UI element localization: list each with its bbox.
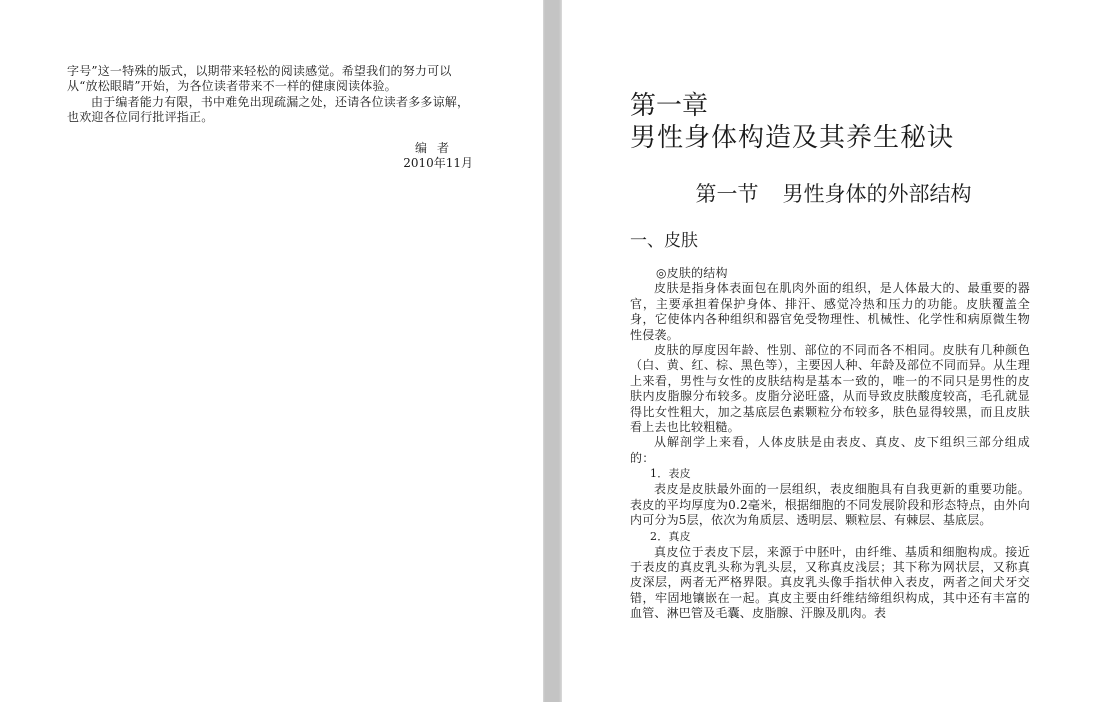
body-paragraph: 皮肤的厚度因年龄、性别、部位的不同而各不相同。皮肤有几种颜色（白、黄、红、棕、黑色等），主要因人种、年龄及部位不同而异。从生理上来看，男性与女性的皮肤结构是基本一致的，唯一的不同只是男性的皮肤内皮脂腺分布较多。皮脂分泌旺盛，从而导致皮肤酸度较高，毛孔就显得比女性粗大，加之基底层色素颗粒分布较多，肤色显得较黑，而且皮肤看上去也比较粗糙。 (630, 343, 1030, 435)
body-paragraph: 真皮位于表皮下层，来源于中胚叶，由纤维、基质和细胞构成。接近于表皮的真皮乳头称为乳头层，又称真皮浅层；其下称为网状层，又称真皮深层，两者无严格界限。真皮乳头像手指状伸入表皮，两者之间犬牙交错，牢固地镶嵌在一起。真皮主要由纤维结缔组织构成，其中还有丰富的血管、淋巴管及毛囊、皮脂腺、汗腺及肌肉。表 (630, 544, 1030, 621)
preface-text (67, 64, 472, 126)
page-gutter (543, 0, 562, 702)
left-page (0, 0, 543, 702)
chapter-body (630, 266, 1030, 622)
list-item-label: 2．真皮 (650, 529, 691, 543)
subsection-title: 一、皮肤 (630, 231, 698, 251)
preface-paragraph: 字号”这一特殊的版式，以期带来轻松的阅读感觉。希望我们的努力可以从“放松眼睛”开始，为各位读者带来不一样的健康阅读体验。 (67, 64, 452, 94)
body-paragraph: 表皮是皮肤最外面的一层组织，表皮细胞具有自我更新的重要功能。表皮的平均厚度为0.2毫米，根据细胞的不同发展阶段和形态特点，由外向内可分为5层，依次为角质层、透明层、颗粒层、有棘层、基底层。 (630, 482, 1030, 528)
body-paragraph: 皮肤是指身体表面包在肌肉外面的组织，是人体最大的、最重要的器官，主要承担着保护身体、排汗、感觉冷热和压力的功能。皮肤覆盖全身，它使体内各种组织和器官免受物理性、机械性、化学性和病原微生物性侵袭。 (630, 281, 1030, 342)
chapter-title: 男性身体构造及其养生秘诀 (630, 123, 955, 153)
preface-paragraph: 由于编者能力有限，书中难免出现疏漏之处，还请各位读者多多谅解，也欢迎各位同行批评指正。 (67, 94, 470, 125)
body-paragraph: 从解剖学上来看，人体皮肤是由表皮、真皮、皮下组织三部分组成的： (630, 435, 1030, 465)
topic-heading: ◎皮肤的结构 (656, 266, 728, 280)
section-title: 男性身体的外部结构 (782, 182, 972, 206)
chapter-label: 第一章 (630, 91, 709, 121)
preface-date: 2010年11月 (403, 156, 473, 171)
section-number: 第一节 (695, 182, 759, 206)
author-signature: 编者 (414, 141, 459, 155)
list-item-label: 1．表皮 (650, 467, 691, 481)
signature-block (380, 141, 473, 172)
section-heading (562, 181, 1105, 207)
